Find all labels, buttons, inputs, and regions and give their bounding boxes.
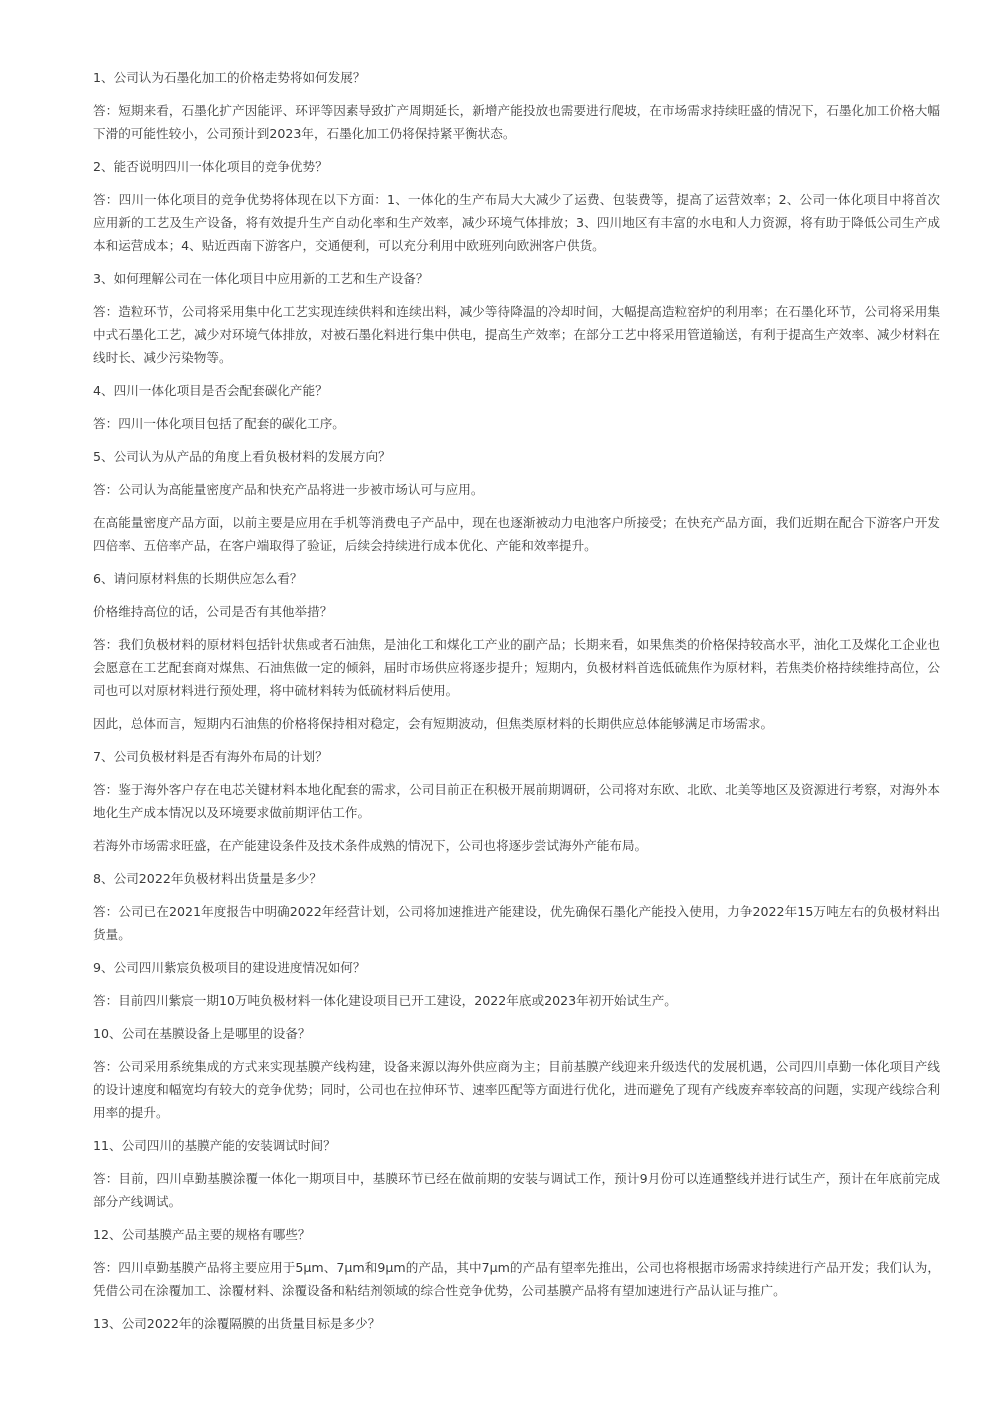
answer-10: 答：公司采用系统集成的方式来实现基膜产线构建，设备来源以海外供应商为主；目前基膜产线迎来升级迭代的发展机遇，公司四川卓勤一体化项目产线的设计速度和幅宽均有较大的竞争优势；同时，公司也在拉伸环节、速率匹配等方面进行优化，进而避免了现有产线废弃率较高的问题，实现产线综合利用率的提升。 xyxy=(93,1059,940,1120)
answer-7: 答：鉴于海外客户存在电芯关键材料本地化配套的需求，公司目前正在积极开展前期调研，公司将对东欧、北欧、北美等地区及资源进行考察，对海外本地化生产成本情况以及环境要求做前期评估工作。 xyxy=(93,782,940,820)
question-6-followup: 价格维持高位的话，公司是否有其他举措？ xyxy=(93,604,333,619)
question-7: 7、公司负极材料是否有海外布局的计划？ xyxy=(93,749,328,764)
answer-3: 答：造粒环节，公司将采用集中化工艺实现连续供料和连续出料，减少等待降温的冷却时间，大幅提高造粒窑炉的利用率；在石墨化环节，公司将采用集中式石墨化工艺，减少对环境气体排放，对被石墨化料进行集中供电，提高生产效率；在部分工艺中将采用管道输送，有利于提高生产效率、减少材料在线时长、减少污染物等。 xyxy=(93,304,940,365)
answer-11: 答：目前，四川卓勤基膜涂覆一体化一期项目中，基膜环节已经在做前期的安装与调试工作，预计9月份可以连通整线并进行试生产，预计在年底前完成部分产线调试。 xyxy=(93,1171,940,1209)
question-4: 4、四川一体化项目是否会配套碳化产能？ xyxy=(93,383,328,398)
answer-8: 答：公司已在2021年度报告中明确2022年经营计划，公司将加速推进产能建设，优先确保石墨化产能投入使用，力争2022年15万吨左右的负极材料出货量。 xyxy=(93,904,940,942)
question-3: 3、如何理解公司在一体化项目中应用新的工艺和生产设备？ xyxy=(93,271,429,286)
answer-7-continued: 若海外市场需求旺盛，在产能建设条件及技术条件成熟的情况下，公司也将逐步尝试海外产能布局。 xyxy=(93,838,648,853)
answer-6: 答：我们负极材料的原材料包括针状焦或者石油焦，是油化工和煤化工产业的副产品；长期来看，如果焦类的价格保持较高水平，油化工及煤化工企业也会愿意在工艺配套商对煤焦、石油焦做一定的倾斜，届时市场供应将逐步提升；短期内，负极材料首选低硫焦作为原材料，若焦类价格持续维持高位，公司也可以对原材料进行预处理，将中硫材料转为低硫材料后使用。 xyxy=(93,637,940,698)
question-13: 13、公司2022年的涂覆隔膜的出货量目标是多少？ xyxy=(93,1316,381,1331)
answer-12: 答：四川卓勤基膜产品将主要应用于5μm、7μm和9μm的产品，其中7μm的产品有望率先推出，公司也将根据市场需求持续进行产品开发；我们认为，凭借公司在涂覆加工、涂覆材料、涂覆设备和粘结剂领域的综合性竞争优势，公司基膜产品将有望加速进行产品认证与推广。 xyxy=(93,1260,940,1298)
answer-9: 答：目前四川紫宸一期10万吨负极材料一体化建设项目已开工建设，2022年底或2023年初开始试生产。 xyxy=(93,993,677,1008)
question-10: 10、公司在基膜设备上是哪里的设备？ xyxy=(93,1026,311,1041)
answer-5-continued: 在高能量密度产品方面，以前主要是应用在手机等消费电子产品中，现在也逐渐被动力电池客户所接受；在快充产品方面，我们近期在配合下游客户开发四倍率、五倍率产品，在客户端取得了验证，后续会持续进行成本优化、产能和效率提升。 xyxy=(93,515,940,553)
question-11: 11、公司四川的基膜产能的安装调试时间？ xyxy=(93,1138,336,1153)
question-12: 12、公司基膜产品主要的规格有哪些？ xyxy=(93,1227,311,1242)
answer-5: 答：公司认为高能量密度产品和快充产品将进一步被市场认可与应用。 xyxy=(93,482,484,497)
answer-2: 答：四川一体化项目的竞争优势将体现在以下方面：1、一体化的生产布局大大减少了运费、包装费等，提高了运营效率；2、公司一体化项目中将首次应用新的工艺及生产设备，将有效提升生产自动化率和生产效率，减少环境气体排放；3、四川地区有丰富的水电和人力资源，将有助于降低公司生产成本和运营成本；4、贴近西南下游客户，交通便利，可以充分利用中欧班列向欧洲客户供货。 xyxy=(93,192,940,253)
question-9: 9、公司四川紫宸负极项目的建设进度情况如何？ xyxy=(93,960,366,975)
question-2: 2、能否说明四川一体化项目的竞争优势？ xyxy=(93,159,328,174)
question-6: 6、请问原材料焦的长期供应怎么看？ xyxy=(93,571,303,586)
answer-1: 答：短期来看，石墨化扩产因能评、环评等因素导致扩产周期延长，新增产能投放也需要进行爬坡，在市场需求持续旺盛的情况下，石墨化加工价格大幅下滑的可能性较小，公司预计到2023年，石墨化加工仍将保持紧平衡状态。 xyxy=(93,103,940,141)
question-5: 5、公司认为从产品的角度上看负极材料的发展方向？ xyxy=(93,449,391,464)
answer-4: 答：四川一体化项目包括了配套的碳化工序。 xyxy=(93,416,345,431)
question-1: 1、公司认为石墨化加工的价格走势将如何发展？ xyxy=(93,70,366,85)
answer-6-continued: 因此，总体而言，短期内石油焦的价格将保持相对稳定，会有短期波动，但焦类原材料的长期供应总体能够满足市场需求。 xyxy=(93,716,774,731)
question-8: 8、公司2022年负极材料出货量是多少？ xyxy=(93,871,322,886)
